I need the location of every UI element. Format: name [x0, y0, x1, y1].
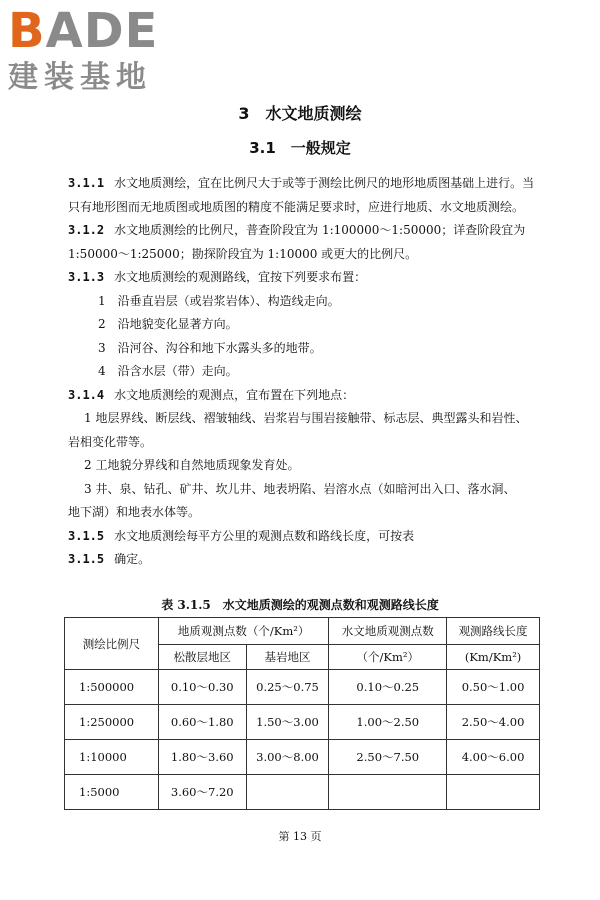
- header-bedrock: 基岩地区: [246, 645, 329, 670]
- list-item: 4 沿含水层（带）走向。: [98, 364, 238, 378]
- table-cell: 1:10000: [65, 740, 159, 775]
- clause-3-1-3: 3.1.3 水文地质测绘的观测路线，宜按下列要求布置：: [68, 270, 367, 284]
- list-item: 3 井、泉、钻孔、矿井、坎儿井、地表坍陷、岩溶水点（如暗河出入口、落水洞、: [84, 481, 516, 496]
- table-row: [65, 705, 540, 740]
- table-cell: 1.00～2.50: [329, 705, 447, 740]
- clause-3-1-4: 3.1.4 水文地质测绘的观测点，宜布置在下列地点：: [68, 387, 355, 402]
- table-cell: 0.50～1.00: [447, 670, 540, 705]
- header-hydro-points: 水文地质观测点数: [329, 618, 447, 645]
- list-item: 2 工地貌分界线和自然地质现象发育处。: [84, 458, 300, 472]
- clause-3-1-1-cont: 只有地形图而无地质图或地质图的精度不能满足要求时，应进行地质、水文地质测绘。: [68, 199, 525, 214]
- header-scale: 测绘比例尺: [65, 618, 159, 670]
- table-row: [65, 670, 540, 705]
- table-row: [65, 740, 540, 775]
- table-cell: 0.10～0.25: [329, 670, 447, 705]
- table-cell: 1.50～3.00: [246, 705, 329, 740]
- table-cell: 3.00～8.00: [246, 740, 329, 775]
- logo-subtitle: 建装基地: [8, 60, 152, 95]
- header-loose: 松散层地区: [158, 645, 246, 670]
- table-cell: 2.50～7.50: [329, 740, 447, 775]
- chapter-title: 3 水文地质测绘: [238, 104, 362, 123]
- list-item: 2 沿地貌变化显著方向。: [98, 317, 238, 331]
- body-text: [68, 172, 538, 572]
- clause-3-1-1: 3.1.1 水文地质测绘，宜在比例尺大于或等于测绘比例尺的地形地质图基础上进行。当: [68, 176, 535, 190]
- clause-3-1-5-cont: 3.1.5 确定。: [68, 552, 151, 566]
- table-cell: 1:250000: [65, 705, 159, 740]
- logo-wordmark: BADE: [8, 3, 159, 59]
- section-title: 3.1 一般规定: [249, 139, 351, 157]
- table-cell: 4.00～6.00: [447, 740, 540, 775]
- clause-3-1-5: 3.1.5 水文地质测绘每平方公里的观测点数和路线长度，可按表: [68, 528, 415, 543]
- table-row: [65, 775, 540, 810]
- list-item-cont: 岩相变化带等。: [68, 434, 153, 449]
- table-cell: 1.80～3.60: [158, 740, 246, 775]
- table-cell: 0.10～0.30: [158, 670, 246, 705]
- clause-3-1-2: 3.1.2 水文地质测绘的比例尺，普查阶段宜为 1:100000～1:50000；详查阶段宜为: [68, 223, 526, 237]
- table-cell: 2.50～4.00: [447, 705, 540, 740]
- table-caption: 表 3.1.5 水文地质测绘的观测点数和观测路线长度: [161, 598, 439, 612]
- list-item-cont: 地下湖）和地表水体等。: [68, 505, 201, 519]
- table-cell: [329, 775, 447, 810]
- table-cell: 3.60～7.20: [158, 775, 246, 810]
- list-item: 1 地层界线、断层线、褶皱轴线、岩浆岩与围岩接触带、标志层、典型露头和岩性、: [84, 411, 528, 425]
- header-hydro-unit: （个/Km²）: [329, 645, 447, 670]
- list-item: 3 沿河谷、沟谷和地下水露头多的地带。: [98, 340, 322, 355]
- clause-3-1-2-cont: 1:50000～1:25000；勘探阶段宜为 1:10000 或更大的比例尺。: [68, 246, 418, 261]
- page-number: 第 13 页: [278, 830, 322, 843]
- header-route-unit: (Km/Km²): [447, 645, 540, 670]
- table-cell: [246, 775, 329, 810]
- table-cell: 1:500000: [65, 670, 159, 705]
- table-cell: 1:5000: [65, 775, 159, 810]
- header-geo-points: 地质观测点数（个/Km²）: [158, 618, 329, 645]
- logo: [8, 3, 178, 96]
- observation-table: [64, 617, 540, 810]
- header-route-length: 观测路线长度: [447, 618, 540, 645]
- table-cell: 0.25～0.75: [246, 670, 329, 705]
- table-cell: [447, 775, 540, 810]
- list-item: 1 沿垂直岩层（或岩浆岩体）、构造线走向。: [98, 293, 340, 308]
- table-cell: 0.60～1.80: [158, 705, 246, 740]
